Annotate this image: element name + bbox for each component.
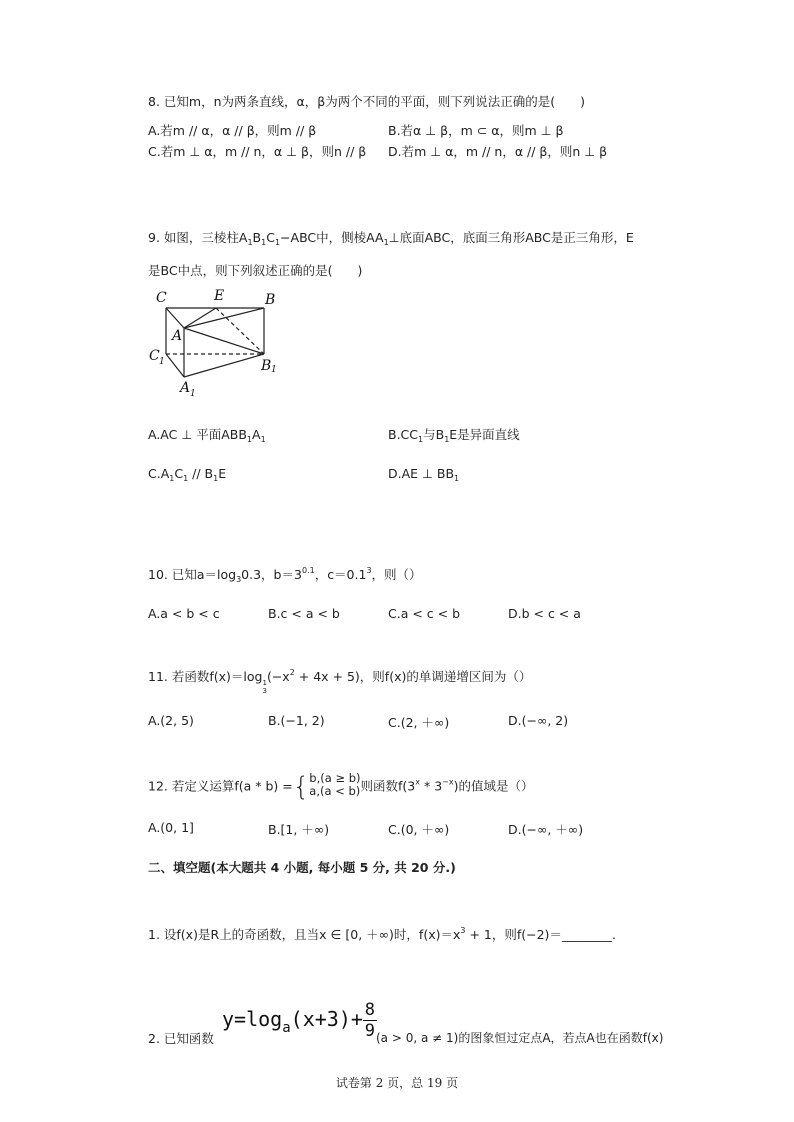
edge-c1a1 <box>166 354 184 377</box>
q8-option-d: D.若m ⊥ α，m // n，α // β，则n ⊥ β <box>388 144 608 159</box>
label-b: B <box>265 292 276 308</box>
q10-option-b: B.c < a < b <box>268 606 340 621</box>
label-a1: A <box>180 380 191 396</box>
fill2-stem-pre: 2. 已知函数 <box>148 1031 214 1046</box>
q8-option-c: C.若m ⊥ α，m // n，α ⊥ β，则n // β <box>148 144 367 159</box>
prism-figure <box>140 284 290 402</box>
piecewise-cases: b,(a ≥ b) a,(a < b) <box>309 771 361 798</box>
edge-ab <box>184 308 264 328</box>
edge-ae <box>184 308 216 328</box>
label-b1: B <box>261 358 272 374</box>
label-c: C <box>156 290 167 306</box>
q8-stem: 8. 已知m，n为两条直线，α，β为两个不同的平面，则下列说法正确的是( ) <box>148 94 585 109</box>
fill2-stem-post: (a > 0, a ≠ 1)的图象恒过定点A，若点A也在函数f(x) <box>376 1031 664 1045</box>
q12-stem: 12. 若定义运算f(a * b) ={b,(a ≥ b) a,(a < b)则函数$f(3^x * 3^{-x})$的值域是（） <box>148 771 534 802</box>
q9-stem-line1: 9. 如图，三棱柱$A_1B_1C_1-ABC$中，侧棱$AA_1\perp$底面ABC，底面三角形ABC是正三角形，E <box>148 230 634 247</box>
q11-option-a: A.(2, 5) <box>148 713 194 728</box>
label-e: E <box>214 288 225 304</box>
q10-option-d: D.b < c < a <box>508 606 581 621</box>
section-title: 二、填空题(本大题共 4 小题, 每小题 5 分, 共 20 分.) <box>148 860 456 875</box>
edge-ca <box>166 308 184 328</box>
q12-option-b: B.[1, ＋∞) <box>268 822 330 837</box>
label-c1: C <box>149 348 160 364</box>
label-b1-sub: 1 <box>271 365 277 375</box>
q8-option-a: A.若m // α，α // β，则m // β <box>148 123 317 138</box>
q10-option-a: A.a < b < c <box>148 606 220 621</box>
edge-a1b1 <box>184 354 264 377</box>
q11-option-d: D.(−∞, 2) <box>508 713 569 728</box>
page-footer: 试卷第 2 页，总 19 页 <box>335 1076 459 1090</box>
q12-option-c: C.(0, ＋∞) <box>388 822 450 837</box>
fill2-formula: $y=\log_a(x+3)+\frac{8}{9}$ <box>222 1000 376 1041</box>
q12-option-a: A.(0, 1] <box>148 820 194 835</box>
fill1-stem: 1. 设f(x)是R上的奇函数，且当x ∈ [0, ＋∞)时，$f(x)=x^3 + 1$，则f(−2)＝________. <box>148 926 616 942</box>
fraction-8-9: $\frac{8}{9}$ <box>364 1000 376 1041</box>
label-a1-sub: 1 <box>190 389 196 399</box>
label-c1-sub: 1 <box>159 357 165 367</box>
q11-option-c: C.(2, ＋∞) <box>388 715 450 730</box>
q9-stem-line2: 是BC中点，则下列叙述正确的是( ) <box>148 263 363 278</box>
q8-option-b: B.若α ⊥ β，m ⊂ α，则m ⊥ β <box>388 123 564 138</box>
q10-stem: 10. 已知$a=\log_30.3$，$b=3^{0.1}$，$c=0.1^3$，则（） <box>148 566 422 584</box>
label-a: A <box>172 328 183 344</box>
q9-option-b: $B.CC_1$与$B_1E$是异面直线 <box>388 427 520 444</box>
q11-option-b: B.(−1, 2) <box>268 713 325 728</box>
edge-ab1 <box>184 328 264 354</box>
q10-option-c: C.a < c < b <box>388 606 461 621</box>
edge-eb1 <box>216 308 264 354</box>
q11-stem: 11. 若函数f(x)＝log1 $3(-x^2 + 4x + 5)$，则f(x)的单调递增区间为（） <box>148 668 532 695</box>
q9-option-a: A.AC ⊥ 平面$ABB_1A_1$ <box>148 427 266 444</box>
q9-option-d: D.AE ⊥ $BB_1$ <box>388 466 460 483</box>
q12-option-d: D.(−∞, ＋∞) <box>508 822 584 837</box>
q9-option-c: $C.A_1C_1 // B_1E$ <box>148 466 227 483</box>
log-base-fraction: 1 3 <box>262 679 267 695</box>
